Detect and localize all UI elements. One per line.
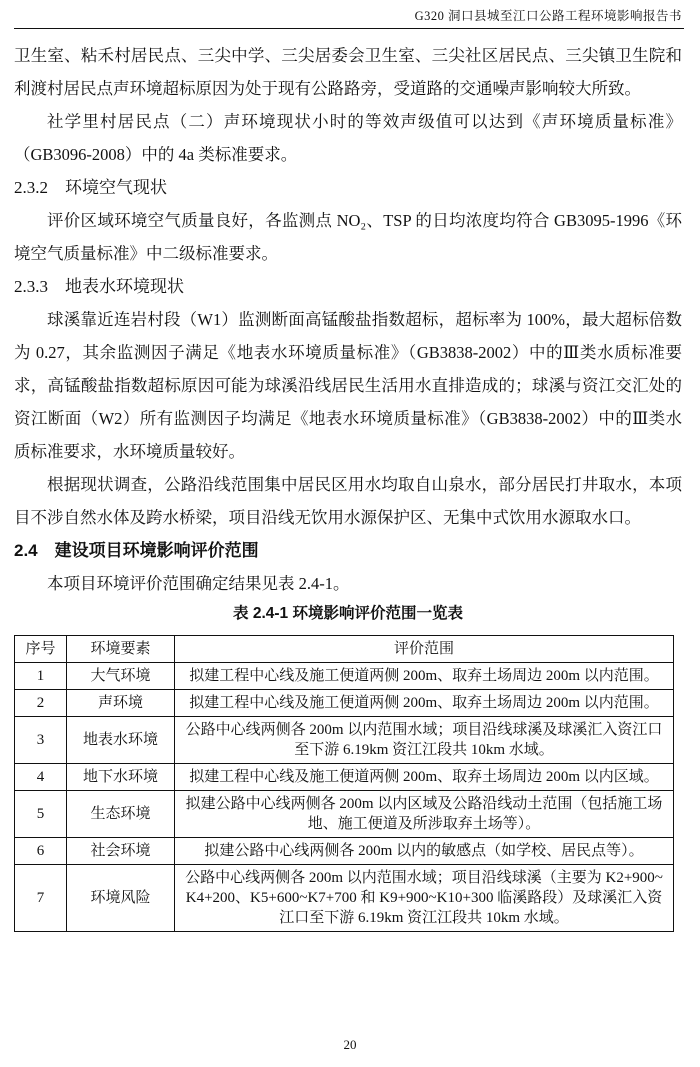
cell-factor: 环境风险	[67, 865, 175, 932]
cell-seq: 6	[15, 838, 67, 865]
cell-factor: 大气环境	[67, 663, 175, 690]
column-header-seq: 序号	[15, 636, 67, 663]
cell-seq: 5	[15, 791, 67, 838]
paragraph-air-quality: 评价区域环境空气质量良好，各监测点 NO₂、TSP 的日均浓度均符合 GB3095-1996《环境空气质量标准》中二级标准要求。	[14, 211, 682, 263]
cell-factor: 生态环境	[67, 791, 175, 838]
column-header-scope: 评价范围	[175, 636, 674, 663]
paragraph-surface-water: 球溪靠近连岩村段（W1）监测断面高锰酸盐指数超标，超标率为 100%，最大超标倍数为 0.27，其余监测因子满足《地表水环境质量标准》（GB3838-2002）中的Ⅲ类水质标准要求，高锰酸盐指数超标原因可能为球溪沿线居民生活用水直排造成的；球溪与资江交汇处的资江断面（W2）所有监测因子均满足《地表水环境质量标准》（GB3838-2002）中的Ⅲ类水质标准要求，水环境质量较好。	[14, 310, 682, 461]
cell-seq: 1	[15, 663, 67, 690]
cell-factor: 声环境	[67, 690, 175, 717]
cell-seq: 4	[15, 764, 67, 791]
paragraph-shexueli-village: 社学里村居民点（二）声环境现状小时的等效声级值可以达到《声环境质量标准》（GB3096-2008）中的 4a 类标准要求。	[14, 112, 682, 164]
cell-scope: 拟建工程中心线及施工便道两侧 200m、取弃土场周边 200m 以内范围。	[175, 663, 674, 690]
column-header-factor: 环境要素	[67, 636, 175, 663]
page-content	[0, 29, 700, 932]
cell-scope: 拟建工程中心线及施工便道两侧 200m、取弃土场周边 200m 以内区域。	[175, 764, 674, 791]
cell-seq: 3	[15, 717, 67, 764]
running-header-title: G320 洞口县城至江口公路工程环境影响报告书	[414, 9, 682, 23]
cell-factor: 地表水环境	[67, 717, 175, 764]
paragraph-water-intake: 根据现状调查，公路沿线范围集中居民区用水均取自山泉水，部分居民打井取水，本项目不涉自然水体及跨水桥梁，项目沿线无饮用水源保护区、无集中式饮用水源取水口。	[14, 475, 682, 527]
cell-seq: 2	[15, 690, 67, 717]
table-row	[15, 663, 674, 690]
table-row	[15, 717, 674, 764]
cell-scope: 公路中心线两侧各 200m 以内范围水域；项目沿线球溪及球溪汇入资江口至下游 6.19km 资江江段共 10km 水域。	[175, 717, 674, 764]
cell-scope: 拟建公路中心线两侧各 200m 以内区域及公路沿线动土范围（包括施工场地、施工便道及所涉取弃土场等）。	[175, 791, 674, 838]
evaluation-scope-table	[14, 635, 674, 932]
section-heading-2-3-2: 2.3.2 环境空气现状	[14, 178, 167, 197]
table-row	[15, 838, 674, 865]
table-row	[15, 764, 674, 791]
cell-scope: 拟建工程中心线及施工便道两侧 200m、取弃土场周边 200m 以内范围。	[175, 690, 674, 717]
cell-scope: 公路中心线两侧各 200m 以内范围水域；项目沿线球溪（主要为 K2+900~K4+200、K5+600~K7+700 和 K9+900~K10+300 临溪路段）及球溪汇入资江口至下游 6.19km 资江江段共 10km 水域。	[175, 865, 674, 932]
paragraph-noise-exceedance: 卫生室、粘禾村居民点、三尖中学、三尖居委会卫生室、三尖社区居民点、三尖镇卫生院和利渡村居民点声环境超标原因为处于现有公路路旁，受道路的交通噪声影响较大所致。	[14, 46, 682, 98]
table-header-row	[15, 636, 674, 663]
cell-scope: 拟建公路中心线两侧各 200m 以内的敏感点（如学校、居民点等）。	[175, 838, 674, 865]
table-title: 表 2.4-1 环境影响评价范围一览表	[233, 605, 463, 622]
paragraph-table-reference: 本项目环境评价范围确定结果见表 2.4-1。	[47, 574, 350, 593]
cell-seq: 7	[15, 865, 67, 932]
section-heading-2-3-3: 2.3.3 地表水环境现状	[14, 277, 184, 296]
table-row	[15, 865, 674, 932]
section-heading-2-4: 2.4 建设项目环境影响评价范围	[14, 541, 259, 560]
table-row	[15, 791, 674, 838]
cell-factor: 地下水环境	[67, 764, 175, 791]
table-row	[15, 690, 674, 717]
page-number: 20	[343, 1037, 357, 1052]
running-header	[0, 0, 700, 28]
cell-factor: 社会环境	[67, 838, 175, 865]
